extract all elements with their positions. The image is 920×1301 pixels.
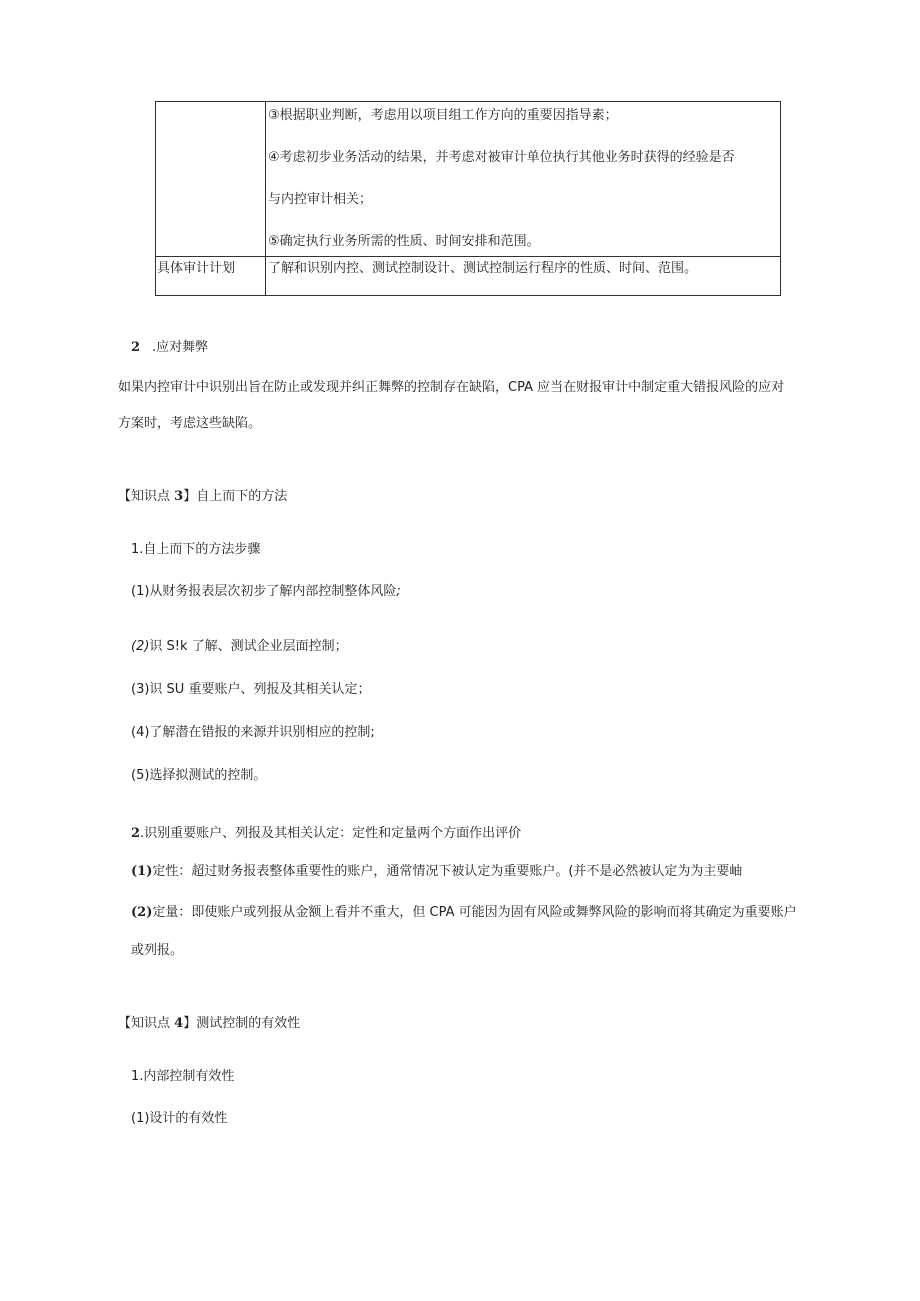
table-row [156, 257, 781, 296]
knowledge-point-title: 自上而下的方法 [196, 489, 288, 504]
table-line: ⑤确定执行业务所需的性质、时间安排和范围。 [268, 234, 540, 249]
list-item: (2)定量：即使账户或列报从金额上看并不重大，但 CPA 可能因为固有风险或舞弊风险的影响而将其确定为重要账户 [131, 905, 797, 920]
list-item: (5)选择拟测试的控制。 [131, 768, 267, 783]
knowledge-point-heading: 【知识点 3】自上而下的方法 [118, 489, 288, 504]
knowledge-point-heading: 【知识点 4】测试控制的有效性 [118, 1016, 301, 1031]
table-cell-content: 了解和识别内控、测试控制设计、测试控制运行程序的性质、时间、范围。 [266, 257, 781, 296]
section-number: 2 [131, 340, 141, 355]
paragraph-line: 如果内控审计中识别出旨在防止或发现并纠正舞弊的控制存在缺陷，CPA 应当在财报审计中制定重大错报风险的应对 [118, 380, 785, 395]
audit-plan-table [155, 101, 781, 296]
table-line: 与内控审计相关； [268, 192, 373, 207]
section-heading [131, 338, 208, 358]
paragraph-line: 方案时，考虑这些缺陷。 [118, 416, 262, 431]
list-item: (4)了解潜在错报的来源并识别相应的控制; [131, 725, 375, 740]
table-cell-content [266, 102, 781, 257]
list-item: (3)识 SU 重要账户、列报及其相关认定； [131, 682, 371, 697]
list-heading: 1.内部控制有效性 [131, 1069, 235, 1084]
list-item: (1)从财务报表层次初步了解内部控制整体风险; [131, 584, 401, 599]
table-cell-label: 具体审计计划 [156, 257, 266, 296]
list-item: (1)设计的有效性 [131, 1111, 228, 1126]
table-line: ③根据职业判断，考虑用以项目组工作方向的重要因指导素； [268, 108, 618, 123]
table-row [156, 102, 781, 257]
table-line: ④考虑初步业务活动的结果，并考虑对被审计单位执行其他业务时获得的经验是否 [268, 150, 735, 165]
knowledge-point-title: 测试控制的有效性 [196, 1016, 301, 1031]
knowledge-point-number: 3 [174, 489, 184, 504]
list-heading: 1.自上而下的方法步骤 [131, 542, 261, 557]
paragraph-line: 或列报。 [131, 943, 184, 958]
section-title: .应对舞弊 [152, 340, 209, 355]
list-item: (1)定性：超过财务报表整体重要性的账户，通常情况下被认定为重要账户。(并不是必然被认定为为主要岫 [131, 864, 743, 879]
list-item: (2)识 S!k 了解、测试企业层面控制； [131, 639, 348, 654]
table-cell-label [156, 102, 266, 257]
point-heading: 2.识别重要账户、列报及其相关认定：定性和定量两个方面作出评价 [131, 826, 522, 841]
knowledge-point-number: 4 [174, 1016, 184, 1031]
